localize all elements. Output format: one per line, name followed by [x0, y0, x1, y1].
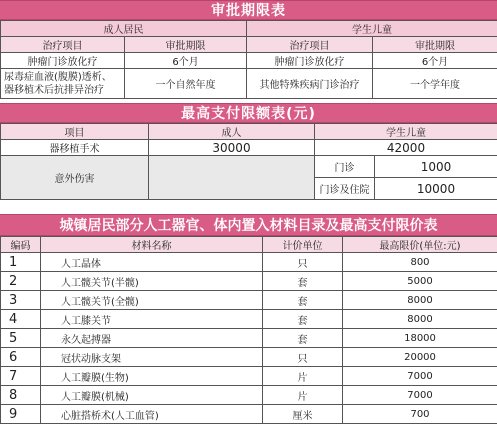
cell: 片	[263, 367, 343, 386]
cell: 3	[1, 291, 41, 310]
cell: 肿瘤门诊放化疗	[247, 53, 373, 69]
cell: 18000	[343, 329, 497, 348]
header-material: 材料名称	[41, 237, 263, 253]
header-unit: 计价单位	[263, 237, 343, 253]
cell: 套	[263, 291, 343, 310]
accident-adult-empty	[149, 156, 315, 200]
cell: 7	[1, 367, 41, 386]
cell: 其他特殊疾病门诊治疗	[247, 69, 373, 99]
approval-table-title: 审批期限表	[0, 0, 497, 20]
cell: 一个学年度	[373, 69, 497, 99]
group-adult: 成人居民	[1, 21, 247, 37]
cell: 700	[343, 405, 497, 424]
cell: 7000	[343, 386, 497, 405]
cell: 人工瓣膜(机械)	[41, 386, 263, 405]
table-row	[1, 156, 497, 178]
table-row	[1, 405, 497, 424]
cell: 厘米	[263, 405, 343, 424]
cell: 5	[1, 329, 41, 348]
cell: 器移植手术	[1, 140, 149, 156]
header-code: 编码	[1, 237, 41, 253]
cell: 心脏搭桥术(人工血管)	[41, 405, 263, 424]
materials-table-title: 城镇居民部分人工器官、体内置入材料目录及最高支付限价表	[0, 214, 497, 236]
materials-header-row	[1, 237, 497, 253]
cell: 1	[1, 253, 41, 272]
header-student: 学生儿童	[315, 124, 497, 140]
cell: 6	[1, 348, 41, 367]
table-row	[1, 367, 497, 386]
table-row	[1, 386, 497, 405]
cell: 永久起搏器	[41, 329, 263, 348]
cell: 8000	[343, 291, 497, 310]
header-price: 最高限价(单位:元)	[343, 237, 497, 253]
cell: 800	[343, 253, 497, 272]
cell: 9	[1, 405, 41, 424]
header-treatment: 治疗项目	[1, 37, 125, 53]
cell: 2	[1, 272, 41, 291]
cell: 一个自然年度	[125, 69, 247, 99]
cell: 5000	[343, 272, 497, 291]
cell: 人工髋关节(半髋)	[41, 272, 263, 291]
cell: 套	[263, 310, 343, 329]
header-item: 项目	[1, 124, 149, 140]
table-row	[1, 253, 497, 272]
cell: 片	[263, 386, 343, 405]
cell: 6个月	[125, 53, 247, 69]
cell: 42000	[315, 140, 497, 156]
cell: 人工晶体	[41, 253, 263, 272]
cell: 20000	[343, 348, 497, 367]
table-row	[1, 53, 497, 69]
cell: 30000	[149, 140, 315, 156]
header-treatment: 治疗项目	[247, 37, 373, 53]
header-period: 审批期限	[125, 37, 247, 53]
table-row	[1, 291, 497, 310]
materials-table	[0, 236, 497, 424]
max-payment-header-row	[1, 124, 497, 140]
inpatient-label: 门诊及住院	[315, 178, 375, 200]
cell: 7000	[343, 367, 497, 386]
approval-header-row	[1, 37, 497, 53]
header-period: 审批期限	[373, 37, 497, 53]
cell: 冠状动脉支架	[41, 348, 263, 367]
cell: 8000	[343, 310, 497, 329]
cell: 6个月	[373, 53, 497, 69]
cell: 8	[1, 386, 41, 405]
group-student: 学生儿童	[247, 21, 497, 37]
cell: 人工髋关节(全髋)	[41, 291, 263, 310]
approval-table	[0, 20, 497, 99]
approval-group-row	[1, 21, 497, 37]
cell: 套	[263, 272, 343, 291]
outpatient-value: 1000	[375, 156, 497, 178]
cell: 尿毒症血液(腹膜)透析、器移植术后抗排异治疗	[1, 69, 125, 99]
cell: 人工膝关节	[41, 310, 263, 329]
table-row	[1, 348, 497, 367]
table-row	[1, 272, 497, 291]
cell: 套	[263, 329, 343, 348]
table-row	[1, 329, 497, 348]
cell: 只	[263, 348, 343, 367]
cell: 只	[263, 253, 343, 272]
cell: 人工瓣膜(生物)	[41, 367, 263, 386]
inpatient-value: 10000	[375, 178, 497, 200]
table-row	[1, 69, 497, 99]
max-payment-table	[0, 123, 497, 200]
header-adult: 成人	[149, 124, 315, 140]
table-row	[1, 140, 497, 156]
cell: 肿瘤门诊放化疗	[1, 53, 125, 69]
cell: 4	[1, 310, 41, 329]
table-row	[1, 310, 497, 329]
accident-item: 意外伤害	[1, 156, 149, 200]
outpatient-label: 门诊	[315, 156, 375, 178]
max-payment-title: 最高支付限额表(元)	[0, 103, 497, 123]
